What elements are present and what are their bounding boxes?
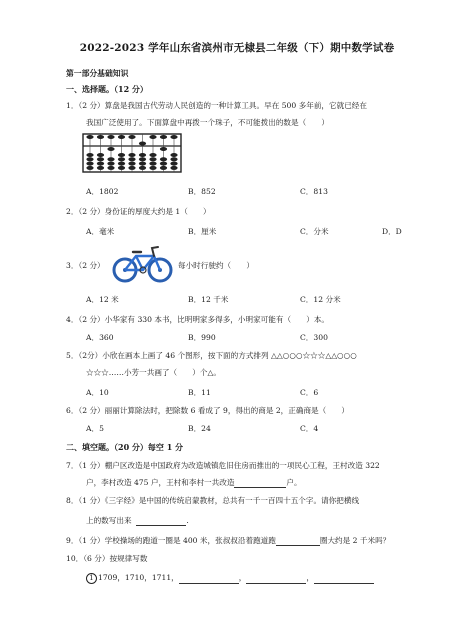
q3-option-b[interactable]: B．12 千米 [188, 295, 229, 304]
q5-option-a[interactable]: A．10 [86, 388, 109, 397]
question-1-line1: 1．（2 分）算盘是我国古代劳动人民创造的一种计算工具。早在 500 多年前，它就已经在 [66, 101, 367, 110]
question-3-number: 3．（2 分） [66, 261, 105, 270]
section-heading-fill: 二、填空题。（20 分）每空 1 分 [66, 442, 184, 452]
q5-option-b[interactable]: B．11 [188, 388, 211, 397]
question-9 [66, 535, 390, 546]
question-5-line2: ☆☆☆……小芳一共画了（ ）个△。 [86, 368, 221, 377]
q9-text-a: 9．（1 分）学校操场的跑道一圈是 400 米，张叔叔沿着跑道跑 [66, 536, 276, 545]
question-2: 2．（2 分）身份证的厚度大约是 1（ ） [66, 207, 211, 216]
q6-option-b[interactable]: B．24 [188, 424, 211, 433]
bicycle-image [112, 244, 174, 284]
q10-sequence: 1709，1710，1711， [98, 573, 179, 582]
q2-option-c[interactable]: C．分米 [300, 227, 329, 236]
question-4: 4．（2 分）小华家有 330 本书，比明明家多得多，小明家可能有（ ）本。 [66, 315, 330, 324]
q10-blank-2[interactable] [246, 574, 306, 584]
q1-option-a[interactable]: A．1802 [86, 187, 119, 196]
question-10: 10．（6 分）按规律写数 [66, 554, 148, 563]
q10-blank-1[interactable] [179, 574, 239, 584]
q1-option-b[interactable]: B．852 [188, 187, 216, 196]
part-heading: 第一部分基础知识 [66, 69, 129, 78]
q9-answer-blank[interactable] [276, 536, 320, 546]
q2-option-d[interactable]: D．D [382, 227, 402, 236]
q10-blank-3[interactable] [314, 574, 374, 584]
q4-option-c[interactable]: C．300 [300, 333, 328, 342]
q2-option-a[interactable]: A．毫米 [86, 227, 115, 236]
q5-option-c[interactable]: C．6 [300, 388, 319, 397]
q7-text-b: 户。 [286, 478, 302, 487]
q3-option-c[interactable]: C．12 分米 [300, 295, 341, 304]
q8-text: 上的数写出来 [86, 516, 132, 525]
q7-text-a: 户，李村改造 475 户，王村和李村一共改造 [86, 478, 235, 487]
abacus-image [82, 133, 182, 173]
q6-option-a[interactable]: A．5 [86, 424, 104, 433]
question-8-line2: 上的数写出来 . [86, 516, 189, 525]
question-3-text: 每小时行驶约（ ） [178, 261, 254, 270]
question-7-line1: 7．（1 分）棚户区改造是中国政府为改造城镇危旧住房而推出的一项民心工程，王村改造 322 [66, 461, 380, 470]
section-heading-choice: 一、选择题。（12 分） [66, 84, 148, 94]
sub-question-number: 1 [86, 573, 97, 584]
q9-text-b: 圈大约是 2 千米吗？ [319, 536, 391, 545]
q1-option-c[interactable]: C．813 [300, 187, 328, 196]
q6-option-c[interactable]: C．4 [300, 424, 319, 433]
q3-option-a[interactable]: A．12 米 [86, 295, 119, 304]
question-5-line1: 5．（2分）小欣在画本上画了 46 个图形，按下面的方式排列 △△○○○☆☆☆△△○○○ [66, 351, 357, 360]
q2-option-b[interactable]: B．厘米 [188, 227, 217, 236]
q4-option-a[interactable]: A．360 [86, 333, 114, 342]
q4-option-b[interactable]: B．990 [188, 333, 216, 342]
q7-answer-blank[interactable] [234, 478, 286, 488]
question-8-line1: 8．（1 分）《三字经》是中国的传统启蒙教材，总共有一千一百四十五个字。请你把横线 [66, 496, 360, 505]
question-1-line2: 我国广泛使用了。下面算盘中再拨一个珠子，不可能拨出的数是（ ） [86, 118, 329, 127]
question-10-sub1: 1 1709，1710，1711， ， ， [86, 572, 374, 584]
question-7-line2 [86, 477, 302, 488]
question-6: 6．（2 分）丽丽计算除法时，把除数 6 看成了 9，得出的商是 2，正确商是（ ） [66, 406, 350, 415]
page-title: 2022-2023 学年山东省滨州市无棣县二年级（下）期中数学试卷 [79, 42, 395, 54]
q8-answer-blank[interactable] [136, 516, 186, 526]
